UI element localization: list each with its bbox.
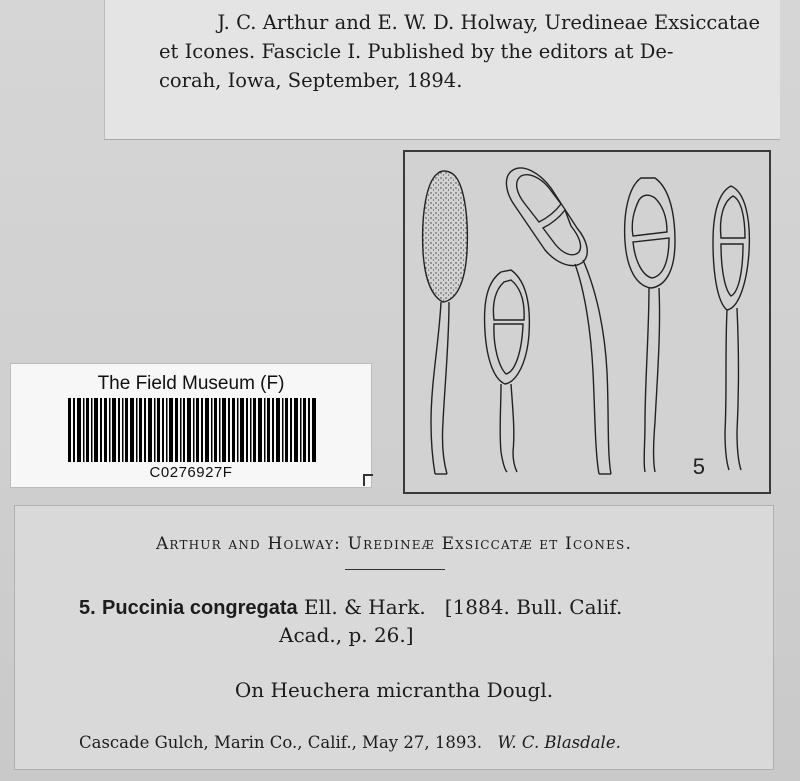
publication-line-1: J. C. Arthur and E. W. D. Holway, Uredineae Exsiccatae: [217, 11, 760, 34]
spore-drawings: [405, 152, 769, 492]
teliospore-illustration: [403, 150, 771, 494]
spore-4: [625, 178, 675, 472]
species-authority: Ell. & Hark.: [304, 595, 426, 619]
locality: Cascade Gulch, Marin Co., Calif., May 27, 1893.: [79, 733, 483, 752]
spore-3: [506, 168, 611, 474]
institution-name: The Field Museum (F): [97, 373, 285, 394]
plate-number: 5: [692, 454, 705, 479]
species-name: Puccinia congregata: [102, 597, 298, 619]
barcode-label: [10, 363, 372, 488]
spore-2: [485, 270, 530, 472]
catalog-number: C0276927F: [149, 464, 233, 481]
publication-label: [104, 0, 780, 140]
citation-line-1: [1884. Bull. Calif.: [444, 595, 623, 619]
specimen-label: [14, 505, 774, 770]
spore-1: [423, 171, 468, 474]
divider: [345, 569, 445, 570]
locality-line: [79, 733, 769, 752]
collector: W. C. Blasdale.: [497, 733, 621, 752]
publication-line-2: et Icones. Fascicle I. Published by the editors at De-: [159, 40, 674, 63]
publication-line-3: corah, Iowa, September, 1894.: [159, 69, 463, 92]
species-entry: [79, 594, 739, 649]
specimen-number: 5.: [79, 597, 96, 619]
spore-5: [713, 186, 749, 470]
barcode-icon: [68, 398, 318, 462]
corner-mark: [363, 474, 373, 486]
host-plant: On Heuchera micrantha Dougl.: [234, 678, 554, 702]
series-title: Arthur and Holway: Uredineæ Exsiccatæ et Icones.: [155, 534, 633, 554]
citation-line-2: Acad., p. 26.]: [279, 623, 414, 647]
